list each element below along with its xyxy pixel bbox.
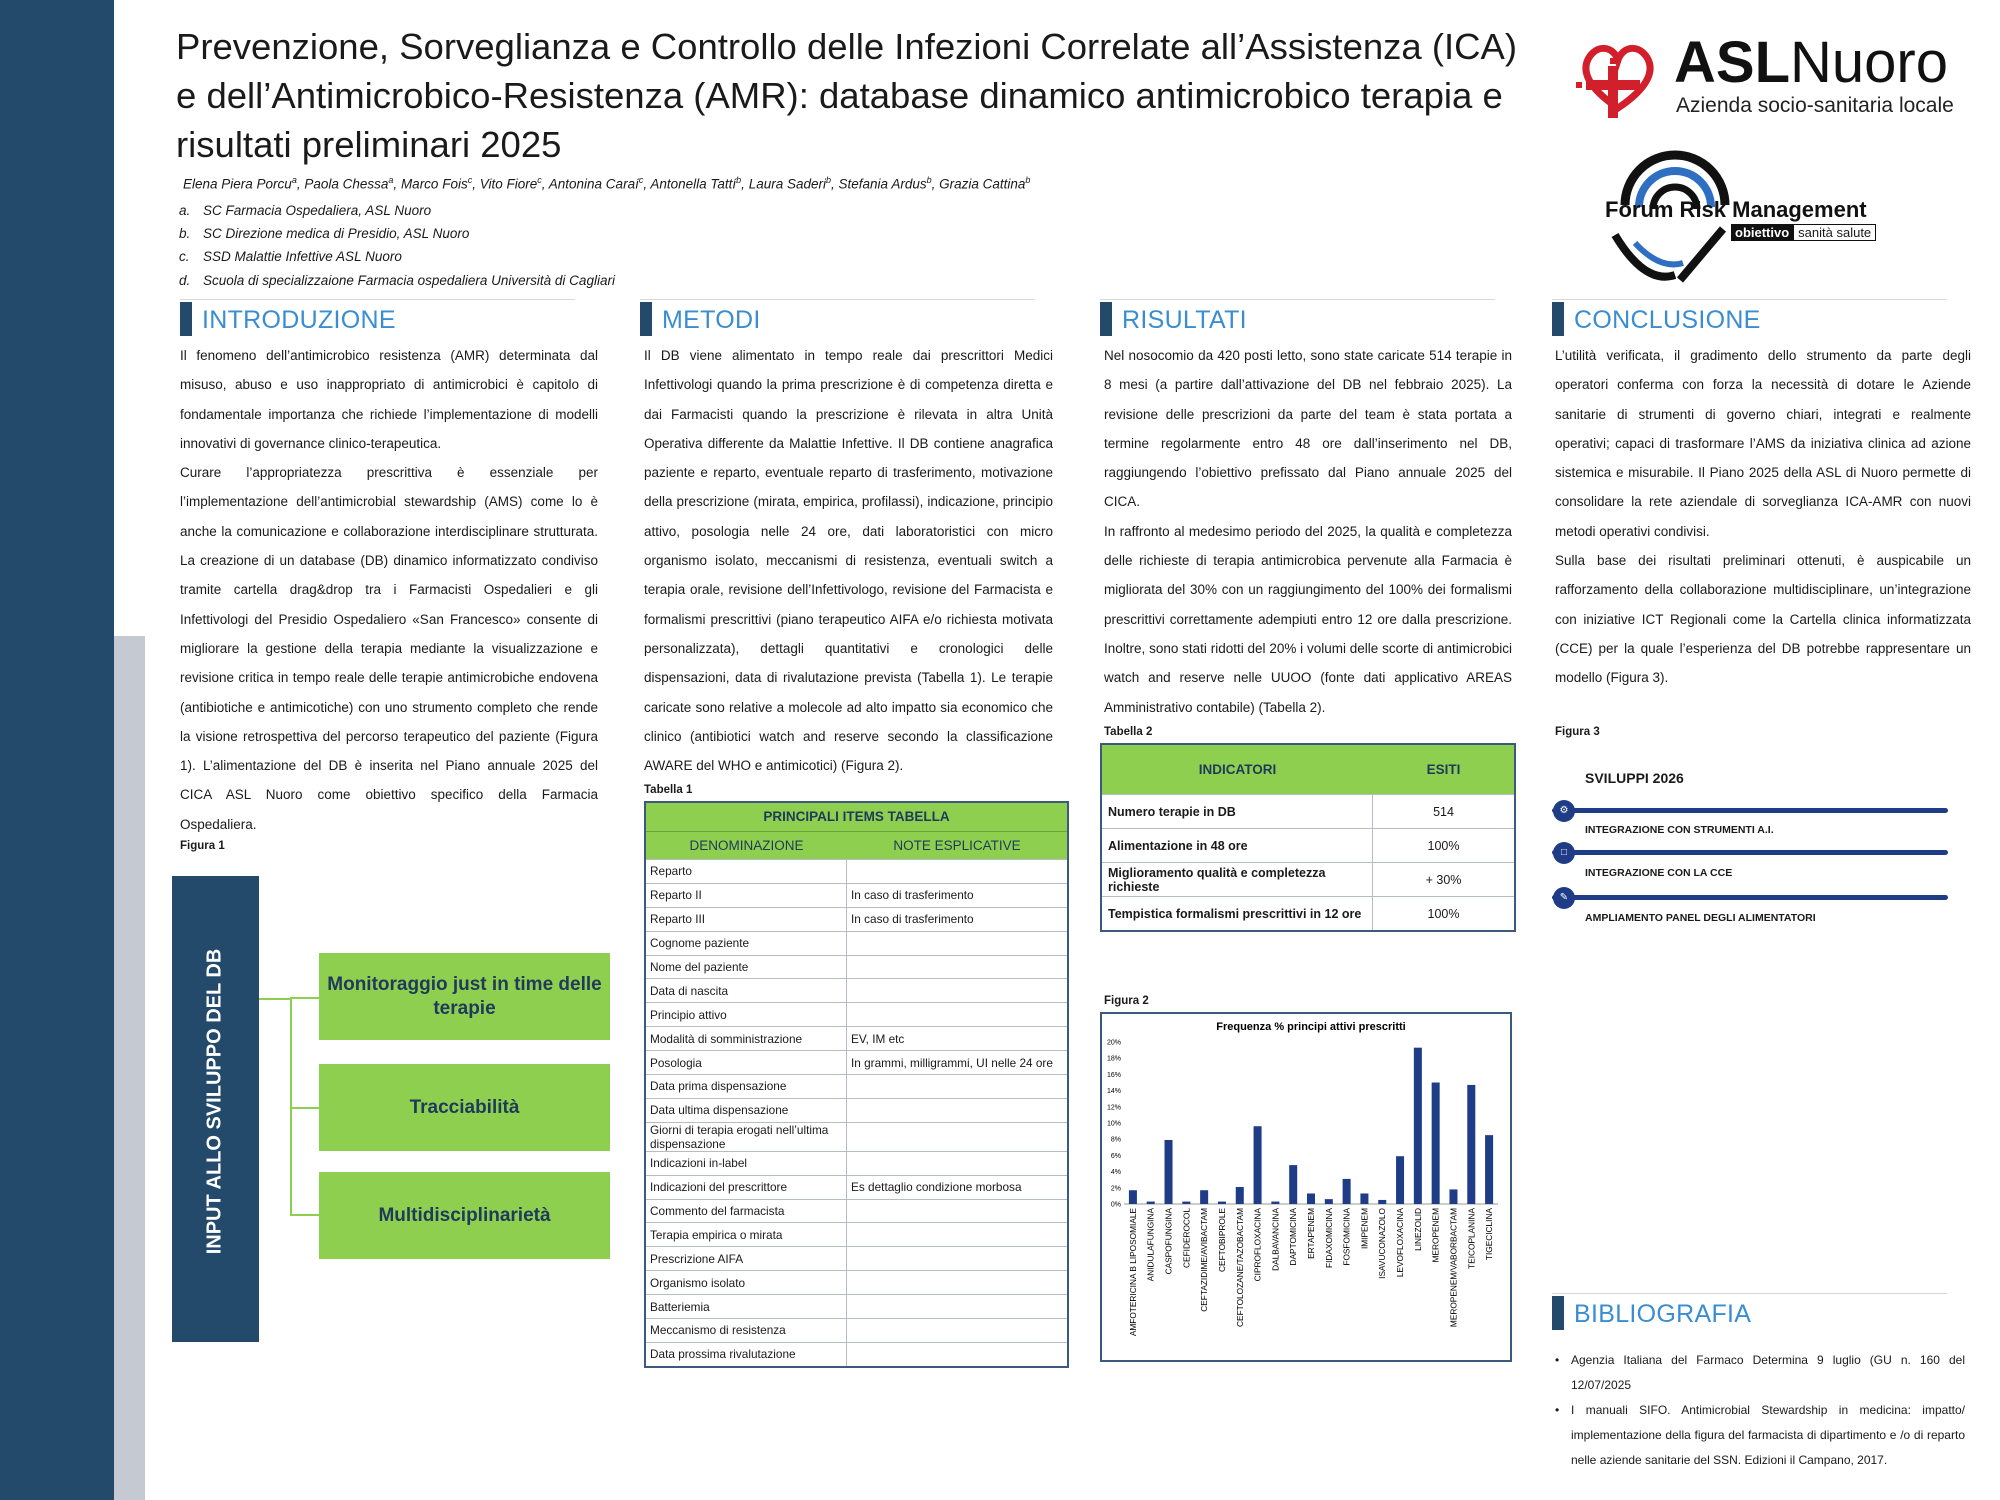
sviluppi-line-3 [1552,895,1948,900]
x-tick-label: TEICOPLANINA [1466,1208,1477,1269]
table-cell-denominazione: Posologia [646,1051,847,1074]
chart-bar [1485,1135,1493,1204]
table-row [646,1270,1067,1294]
x-tick-label: MEROPENEM/VABORBACTAM [1448,1208,1459,1328]
table-row [646,907,1067,931]
x-tick-label: CEFTOBIPROLE [1216,1208,1227,1272]
y-tick-label: 0% [1110,1201,1121,1209]
table-row [646,1318,1067,1342]
affiliation-list [179,199,615,292]
sviluppi-line-1 [1552,808,1948,813]
indicator-label: Tempistica formalismi prescrittivi in 12 ore [1102,897,1373,930]
author-affiliation-mark: c [467,175,473,185]
edit-icon: ✎ [1553,887,1575,909]
indicator-label: Alimentazione in 48 ore [1102,829,1373,862]
table-row [646,1199,1067,1223]
chart-bar [1432,1083,1440,1205]
indicator-value: 100% [1427,838,1460,853]
tabella1-col-note: NOTE ESPLICATIVE [893,838,1021,853]
sviluppi-item-1: INTEGRAZIONE CON STRUMENTI A.I. [1585,824,1774,836]
table-cell-denominazione: Batteriemia [646,1295,847,1318]
table-cell-denominazione: Organismo isolato [646,1271,847,1294]
figura1-item-multidisciplinarieta: Multidisciplinarietà [319,1172,610,1259]
table-row [646,883,1067,907]
sviluppi-item-3: AMPLIAMENTO PANEL DEGLI ALIMENTATORI [1585,912,1816,924]
x-tick-label: DALBAVANCINA [1270,1208,1281,1271]
author: Paola Chessa [304,176,389,192]
chart-bar [1449,1189,1457,1204]
affiliation: b. SC Direzione medica di Presidio, ASL Nuoro [179,226,470,242]
table-cell-note [847,1223,1067,1246]
table-cell-denominazione: Data prima dispensazione [646,1075,847,1098]
table-cell-note [847,956,1067,979]
intro-text: Il fenomeno dell’antimicrobico resistenza (AMR) determinata dal misuso, abuso e uso inappropriato di antimicrobici è capitolo di fondamentale importanza che richiede l’implementazione di modelli innovativi di governance clinico-terapeutica. Curare l’appropriatezza prescrittiva è essenziale per l’implementazione dell’antimicrobial stewardship (AMS) come lo è anche la comunicazione e collaborazione interdisciplinare strutturata. La creazione di un database (DB) dinamico informatizzato condiviso tramite cartella drag&drop tra i Farmacisti Ospedalieri e gli Infettivologi del Presidio Ospedaliero «San Francesco» consente di migliorare la gestione della terapia mediante la visualizzazione e revisione critica in tempo reale delle terapie antimicrobiche endovena (antibiotiche e antimicotiche) con uno strumento completo che rende la visione retrospettiva del percorso terapeutico del paziente (Figura 1). L’alimentazione del DB è inserita nel Piano annuale 2025 del CICA ASL Nuoro come obiettivo specifico della Farmacia Ospedaliera. [180,348,598,832]
chart-bar [1200,1190,1208,1204]
sviluppi-item-2: INTEGRAZIONE CON LA CCE [1585,867,1733,879]
figura1-connector-1 [290,997,319,999]
x-tick-label: CASPOFUNGINA [1163,1208,1174,1275]
frm-subtitle: obiettivo sanità salute [1731,225,1876,240]
table-cell-note: In grammi, milligrammi, UI nelle 24 ore [851,1055,1053,1070]
tabella1-caption: Tabella 1 [644,784,693,796]
y-tick-label: 4% [1110,1169,1121,1177]
chart-bar [1129,1190,1137,1204]
table-cell-denominazione: Principio attivo [646,1003,847,1026]
table-cell-note [847,1343,1067,1366]
table-cell-denominazione: Meccanismo di resistenza [646,1319,847,1342]
asl-heart-cross-icon [1568,28,1668,123]
x-tick-label: AMFOTERICINA B LIPOSOMIALE [1127,1208,1138,1337]
table-cell-denominazione: Nome del paziente [646,956,847,979]
x-tick-label: IMIPENEM [1359,1208,1370,1250]
table-cell-note [847,932,1067,955]
chart-bar [1165,1140,1173,1204]
author: Elena Piera Porcu [183,176,292,192]
table-cell-denominazione: Prescrizione AIFA [646,1247,847,1270]
affiliation: a. SC Farmacia Ospedaliera, ASL Nuoro [179,203,432,218]
chart-bar [1467,1085,1475,1204]
tabella1-body [646,859,1067,1366]
section-header-metodi: METODI [640,299,1035,338]
table-cell-denominazione: Reparto [646,860,847,883]
table-row [646,1026,1067,1050]
x-tick-label: ERTAPENEM [1306,1208,1316,1259]
bibliografia-item: • I manuali SIFO. Antimicrobial Stewardship in medicina: impatto/ implementazione della figura del farmacista di dipartimento e /o di reparto nelle aziende sanitarie del SSN. Edizioni il Campano, 2017. [1553,1398,1965,1473]
figura1-connector [259,998,290,1000]
table-cell-note [847,1247,1067,1270]
tabella1-col-denominazione: DENOMINAZIONE [689,838,804,853]
table-row [646,1246,1067,1270]
author: Antonella Tattí [650,176,737,192]
figura1-connector-2 [290,1107,319,1109]
table-cell-note: EV, IM etc [851,1031,905,1046]
affiliation: c. SSD Malattie Infettive ASL Nuoro [179,249,402,265]
figura1-connector-vertical [290,997,292,1214]
table-row [646,1002,1067,1026]
frm-title: Forum Risk Management [1605,197,1867,222]
figura1-vertical-label: INPUT ALLO SVILUPPO DEL DB [203,948,226,1255]
chart-bar [1289,1165,1297,1204]
x-tick-label: TIGECICLINA [1484,1208,1495,1261]
tabella2-header [1102,745,1514,794]
table-row [646,1151,1067,1175]
table-cell-denominazione: Terapia empirica o mirata [646,1223,847,1246]
asl-nuoro-logo [1568,28,1968,123]
table-cell-denominazione: Data ultima dispensazione [646,1099,847,1122]
indicator-label: Numero terapie in DB [1102,795,1373,828]
y-tick-label: 18% [1106,1055,1121,1063]
y-tick-label: 20% [1106,1039,1121,1047]
table-cell-note [847,1319,1067,1342]
tabella1-title: PRINCIPALI ITEMS TABELLA [646,803,1067,832]
tabella2-body [1102,794,1514,930]
x-tick-label: CEFTAZIDIME/AVIBACTAM [1199,1208,1210,1312]
ai-icon: ⚙ [1553,800,1575,822]
indicator-value: + 30% [1425,872,1462,887]
indicator-value: 514 [1433,804,1454,819]
table-cell-note: In caso di trasferimento [851,912,974,927]
chart-bar [1218,1202,1226,1204]
chart-bar [1325,1199,1333,1204]
x-tick-label: FIDAXOMICINA [1323,1208,1334,1268]
tabella1-header [646,832,1067,859]
section-header-bibliografia: BIBLIOGRAFIA [1552,1293,1947,1332]
table-cell-note [847,1075,1067,1098]
asl-subtitle: Azienda socio-sanitaria locale [1676,94,1954,117]
x-tick-label: FOSFOMICINA [1341,1208,1352,1266]
x-tick-label: CEFIDEROCOL [1181,1208,1192,1268]
tabella2-caption: Tabella 2 [1104,726,1153,738]
author-affiliation-mark: b [1025,175,1031,185]
author-affiliation-mark: b [826,175,832,185]
table-row [646,1098,1067,1122]
table-cell-denominazione: Reparto II [646,884,847,907]
figura2-chart-frame [1100,1012,1512,1362]
tabella1 [644,801,1069,1368]
table-cell-note [847,1123,1067,1151]
y-tick-label: 14% [1106,1088,1121,1096]
chart-bar [1396,1156,1404,1204]
figura1-connector-3 [290,1214,319,1216]
author-affiliation-mark: a [291,175,297,185]
table-cell-denominazione: Indicazioni in-label [646,1152,847,1175]
author-affiliation-mark: b [926,175,932,185]
bibliografia-list [1553,1348,1965,1473]
table-cell-note [847,1295,1067,1318]
y-tick-label: 10% [1106,1120,1121,1128]
table-cell-denominazione: Giorni di terapia erogati nell’ultima dispensazione [646,1123,847,1151]
figura1-caption: Figura 1 [180,840,225,852]
table-cell-note: Es dettaglio condizione morbosa [851,1180,1022,1195]
chart-bar [1414,1048,1422,1204]
table-cell-denominazione: Indicazioni del prescrittore [646,1176,847,1199]
y-tick-label: 12% [1106,1104,1121,1112]
y-tick-label: 16% [1106,1071,1121,1079]
poster-title: Prevenzione, Sorveglianza e Controllo delle Infezioni Correlate all’Assistenza (ICA) e dell’Antimicrobico-Resistenza (AMR): database dinamico antimicrobico terapia e risultati preliminari 2025 [176,26,1518,165]
section-header-introduzione: INTRODUZIONE [180,299,575,338]
chart-bar [1147,1202,1155,1204]
table-row [646,1175,1067,1199]
author: Antonina Caraí [548,176,639,192]
figura2-bar-chart [1102,1014,1510,1360]
table-row [646,1222,1067,1246]
x-tick-label: MEROPENEM [1430,1208,1441,1263]
table-row [1102,794,1514,828]
indicator-label: Miglioramento qualità e completezza richieste [1102,863,1373,896]
author: Marco Fois [400,176,468,192]
table-cell-note [847,860,1067,883]
table-row [646,978,1067,1002]
chart-bar [1343,1179,1351,1204]
forum-risk-management-logo [1605,145,1917,285]
metodi-text: Il DB viene alimentato in tempo reale dai prescrittori Medici Infettivologi quando la prima prescrizione è di competenza diretta e dai Farmacisti quando la prescrizione è rilevata in altra Unità Operativa differente da Malattie Infettive. Il DB contiene anagrafica paziente e reparto, eventuale reparto di trasferimento, motivazione della prescrizione (mirata, empirica, profilassi), indicazione, principio attivo, posologia nelle 24 ore, dati laboratoristici con micro organismo isolato, meccanismi di resistenza, eventuali switch a terapia orale, revisione dell’Infettivologo, revisione del Farmacista e formalismi prescrittivi (piano terapeutico AIFA e/o richiesta motivata personalizzata), dettagli quantitativi e cronologici delle dispensazioni, data di rivalutazione prevista (Tabella 1). Le terapie caricate sono relative a molecole ad alto impatto sia economico che clinico (antibiotici watch and reserve secondo la classificazione AWARE del WHO e antimicotici) (Figura 2). [644,348,1053,774]
table-row [646,1050,1067,1074]
x-tick-label: DAPTOMICINA [1288,1208,1299,1266]
x-tick-label: CIPROFLOXACINA [1252,1208,1263,1282]
figura1-item-tracciabilita: Tracciabilità [319,1064,610,1151]
table-row [646,955,1067,979]
section-header-conclusione: CONCLUSIONE [1552,299,1947,338]
asl-wordmark: ASLNuoro [1674,30,1948,95]
folder-icon: □ [1553,842,1575,864]
x-tick-label: CEFTOLOZANE/TAZOBACTAM [1234,1208,1245,1327]
table-cell-denominazione: Data prossima rivalutazione [646,1343,847,1366]
table-cell-note [847,1271,1067,1294]
affiliation: d. Scuola di specializzaione Farmacia ospedaliera Università di Cagliari [179,272,615,288]
sviluppi-line-2 [1552,850,1948,855]
x-tick-label: LEVOFLOXACINA [1395,1208,1406,1278]
tabella2-col-indicatori: INDICATORI [1198,762,1277,777]
x-tick-label: LINEZOLID [1412,1208,1423,1251]
x-tick-label: ANIDULAFUNGINA [1145,1208,1156,1282]
tabella2-col-esiti: ESITI [1426,762,1461,777]
table-row [646,1122,1067,1151]
table-cell-note [847,1003,1067,1026]
figura1-item-monitoraggio: Monitoraggio just in time delle terapie [319,953,610,1040]
figura2-caption: Figura 2 [1104,995,1149,1007]
figura1-vertical-box [172,876,259,1342]
left-accent-bar-light [114,636,145,1500]
author: Stefania Ardus [838,176,927,192]
table-cell-note: In caso di trasferimento [851,888,974,903]
risultati-text: Nel nosocomio da 420 posti letto, sono state caricate 514 terapie in 8 mesi (a partire dall’attivazione del DB nel febbraio 2025). La revisione delle prescrizioni da parte del team è stata portata a termine regolarmente entro 48 ore dall’inserimento nel DB, raggiungendo l’obiettivo prefissato dal Piano annuale 2025 del CICA. In raffronto al medesimo periodo del 2025, la qualità e completezza delle richieste di terapia antimicrobica pervenute alla Farmacia è migliorata del 30% con un raggiungimento del 100% dei formalismi prescrittivi correttamente adempiuti entro 12 ore dalla prescrizione. Inoltre, sono stati ridotti del 20% i volumi delle scorte di antimicrobici watch and reserve nelle UUOO (fonte dati applicativo AREAS Amministrativo contabile) (Tabella 2). [1104,348,1512,715]
chart-bar [1236,1187,1244,1204]
author-affiliation-mark: a [388,175,394,185]
table-row [1102,896,1514,930]
author: Laura Saderi [748,176,826,192]
table-cell-denominazione: Cognome paziente [646,932,847,955]
bibliografia-item: • Agenzia Italiana del Farmaco Determina 9 luglio (GU n. 160 del 12/07/2025 [1553,1348,1965,1398]
x-tick-label: ISAVUCONAZOLO [1377,1208,1388,1279]
table-row [646,931,1067,955]
y-tick-label: 2% [1110,1185,1121,1193]
chart-bar [1271,1202,1279,1204]
table-row [646,1294,1067,1318]
author-affiliation-mark: c [537,175,542,185]
author-affiliation-mark: c [638,175,644,185]
table-row [646,1074,1067,1098]
table-cell-note [847,979,1067,1002]
table-cell-denominazione: Commento del farmacista [646,1200,847,1223]
chart-bar [1378,1200,1386,1204]
table-row [646,859,1067,883]
conclusione-text: L’utilità verificata, il gradimento dello strumento da parte degli operatori conferma con forza la necessità di dotare le Aziende sanitarie di strumenti di governo chiari, integrati e realmente operativi; capaci di trasformare l’AMS da iniziativa clinica ad azione sistemica e misurabile. Il Piano 2025 della ASL di Nuoro permette di consolidare la rete aziendale di sorveglianza ICA-AMR con nuovi metodi operativi condivisi. Sulla base dei risultati preliminari ottenuti, è auspicabile un rafforzamento della collaborazione multidisciplinare, un’integrazione con iniziative ICT Regionali come la Cartella clinica informatizzata (CCE) per la quale l’esperienza del DB potrebbe rappresentare un modello (Figura 3). [1555,348,1971,686]
y-tick-label: 6% [1110,1152,1121,1160]
y-tick-label: 8% [1110,1136,1121,1144]
table-cell-note [847,1152,1067,1175]
chart-bar [1307,1193,1315,1204]
author-list: Elena Piera Porcu$^a$, Paola Chessa$^a$, Marco Fois$^c$, Vito Fiore$^c$, Antonina Caraí$^c$, Antonella Tattí$^b$, Laura Saderi$^b$, Stefania Ardus$^b$, Grazia Cattina$^b$ [183,175,1031,192]
author-affiliation-mark: b [736,175,742,185]
author: Grazia Cattina [939,176,1026,192]
section-header-risultati: RISULTATI [1100,299,1495,338]
table-row [1102,862,1514,896]
chart-title: Frequenza % principi attivi prescritti [1216,1021,1406,1033]
table-cell-note [847,1200,1067,1223]
author: Vito Fiore [479,176,538,192]
chart-bar [1182,1202,1190,1204]
sviluppi-title: SVILUPPI 2026 [1585,770,1684,786]
left-accent-bar [0,0,114,1500]
table-cell-denominazione: Data di nascita [646,979,847,1002]
chart-bar [1254,1126,1262,1204]
tabella2 [1100,743,1516,932]
table-cell-denominazione: Reparto III [646,908,847,931]
table-row [646,1342,1067,1366]
table-cell-note [847,1099,1067,1122]
indicator-value: 100% [1427,906,1460,921]
table-row [1102,828,1514,862]
figura3-caption: Figura 3 [1555,726,1600,738]
chart-bar [1360,1193,1368,1204]
table-cell-denominazione: Modalità di somministrazione [646,1027,847,1050]
